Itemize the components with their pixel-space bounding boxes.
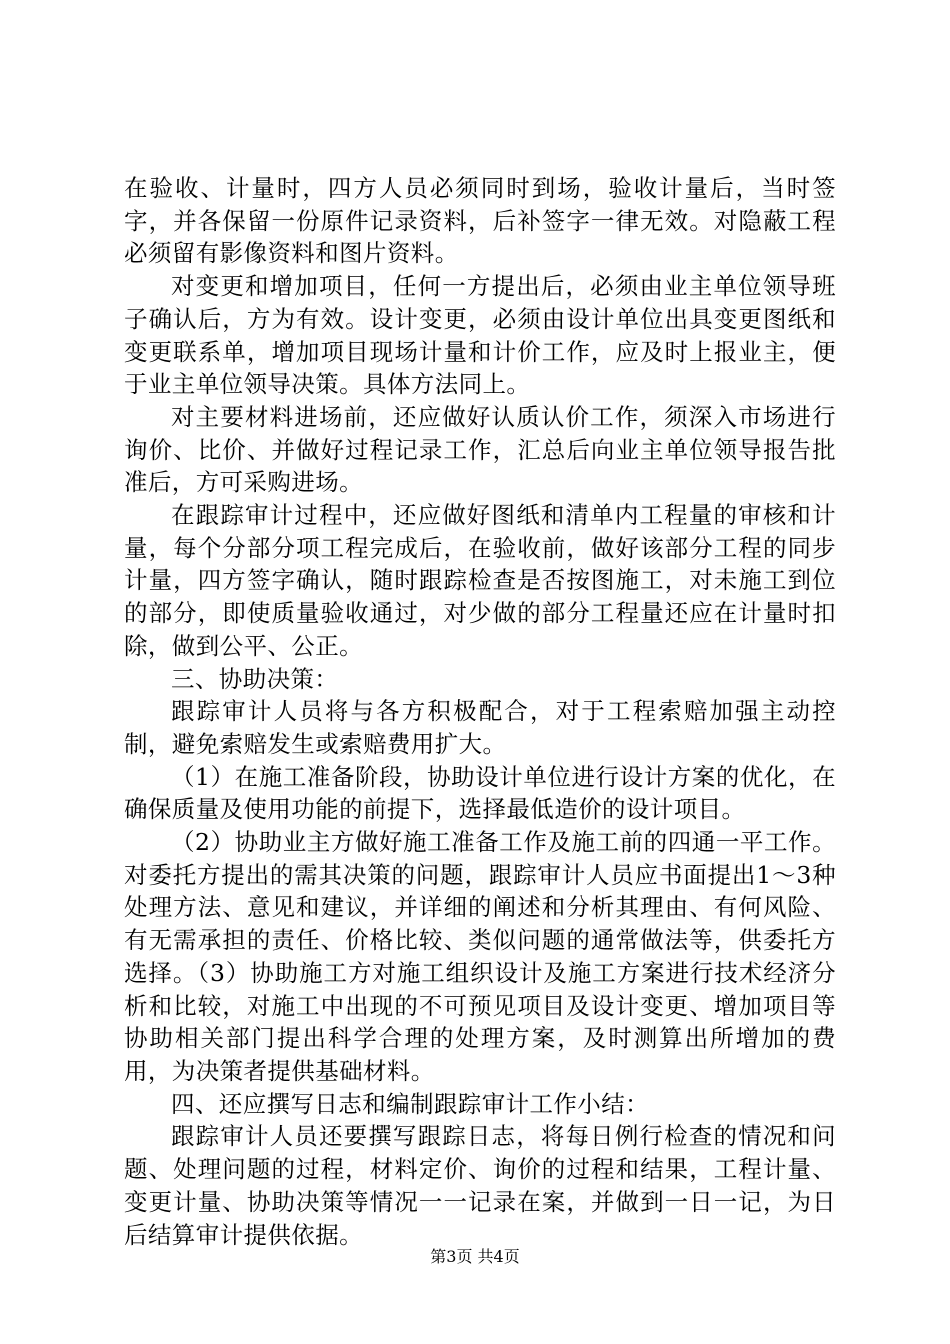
paragraph-claims-control: 跟踪审计人员将与各方积极配合，对于工程索赔加强主动控制，避免索赔发生或索赔费用扩大。 xyxy=(124,697,836,758)
paragraph-daily-log: 跟踪审计人员还要撰写跟踪日志，将每日例行检查的情况和问题、处理问题的过程，材料定价、询价的过程和结果，工程计量、变更计量、协助决策等情况一一记录在案，并做到一日一记，为日后结算审计提供依据。 xyxy=(124,1122,836,1249)
section-heading-logs-summary: 四、还应撰写日志和编制跟踪审计工作小结： xyxy=(171,1089,649,1118)
paragraph-item-2-3-preparation: （2）协助业主方做好施工准备工作及施工前的四通一平工作。对委托方提出的需其决策的问题，跟踪审计人员应书面提出1～3种处理方法、意见和建议，并详细的阐述和分析其理由、有何风险、有无需承担的责任、价格比较、类似问题的通常做法等，供委托方选择。（3）协助施工方对施工组织设计及施工方案进行技术经济分析和比较，对施工中出现的不可预见项目及设计变更、增加项目等协助相关部门提出科学合理的处理方案，及时测算出所增加的费用，为决策者提供基础材料。 xyxy=(124,828,836,1085)
paragraph-acceptance-measurement: 在验收、计量时，四方人员必须同时到场，验收计量后，当时签字，并各保留一份原件记录资料，后补签字一律无效。对隐蔽工程必须留有影像资料和图片资料。 xyxy=(124,174,836,268)
section-heading-assist-decision: 三、协助决策： xyxy=(171,664,339,693)
paragraph-quantity-review: 在跟踪审计过程中，还应做好图纸和清单内工程量的审核和计量，每个分部分项工程完成后，在验收前，做好该部分工程的同步计量，四方签字确认，随时跟踪检查是否按图施工，对未施工到位的部分，即使质量验收通过，对少做的部分工程量还应在计量时扣除，做到公平、公正。 xyxy=(124,501,836,660)
page-number-footer: 第3页 共4页 xyxy=(430,1247,520,1266)
document-body xyxy=(124,172,836,1251)
paragraph-changes-additions: 对变更和增加项目，任何一方提出后，必须由业主单位领导班子确认后，方为有效。设计变更，必须由设计单位出具变更图纸和变更联系单，增加项目现场计量和计价工作，应及时上报业主，便于业主单位领导决策。具体方法同上。 xyxy=(124,272,836,399)
paragraph-item-1-design-optimization: （1）在施工准备阶段，协助设计单位进行设计方案的优化，在确保质量及使用功能的前提下，选择最低造价的设计项目。 xyxy=(124,762,836,824)
paragraph-material-pricing: 对主要材料进场前，还应做好认质认价工作，须深入市场进行询价、比价、并做好过程记录工作，汇总后向业主单位领导报告批准后，方可采购进场。 xyxy=(124,402,836,497)
